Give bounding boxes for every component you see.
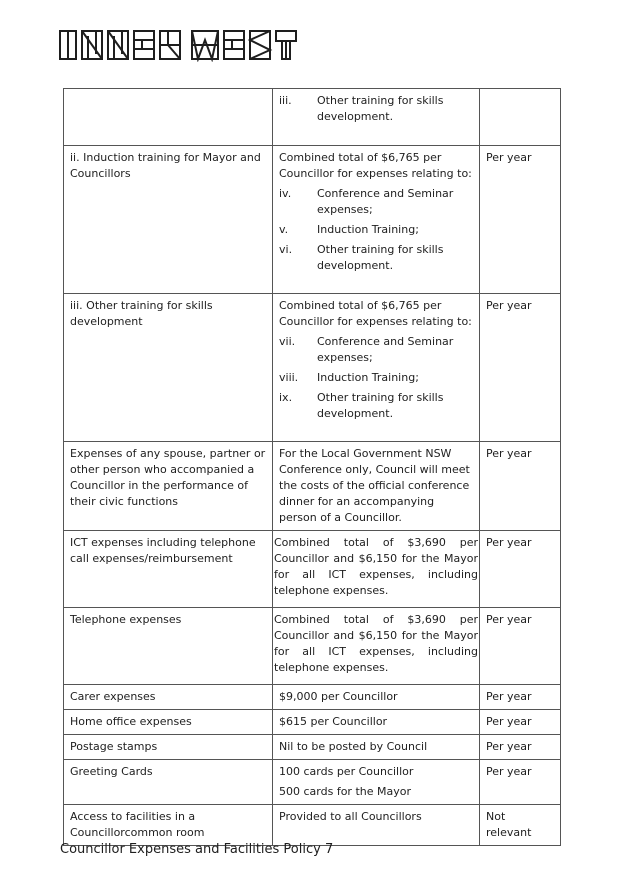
expenses-table [63,88,561,846]
list-item [279,93,473,125]
list-item-number: iv. [279,187,292,200]
expense-allowance [273,89,480,146]
allowance-text: Nil to be posted by Council [279,740,428,753]
list-item [279,242,473,274]
table-row [64,685,561,710]
list-item-number: vi. [279,243,293,256]
list-item [279,222,473,238]
allowance-extra-text: 500 cards for the Mayor [279,785,411,798]
expense-frequency: Per year [480,294,561,442]
expense-allowance [273,710,480,735]
allowance-text: For the Local Government NSW Conference only, Council will meet the costs of the official conference dinner for an accompanying person of a Councillor. [279,447,470,524]
expense-frequency: Per year [480,710,561,735]
expense-category: Access to facilities in a Councillorcommon room [64,805,273,846]
expense-category: Expenses of any spouse, partner or other person who accompanied a Councillor in the performance of their civic functions [64,442,273,531]
list-item-text: Conference and Seminar expenses; [317,187,454,216]
expense-frequency: Per year [480,685,561,710]
list-item [279,370,473,386]
list-item-text: Conference and Seminar expenses; [317,335,454,364]
expense-category: Greeting Cards [64,760,273,805]
table-row [64,735,561,760]
expense-frequency: Per year [480,735,561,760]
expense-allowance [273,442,480,531]
allowance-text: $9,000 per Councillor [279,690,398,703]
allowance-text: $615 per Councillor [279,715,388,728]
table-row [64,710,561,735]
expense-category: iii. Other training for skills development [64,294,273,442]
list-item-number: iii. [279,94,292,107]
expense-allowance [273,735,480,760]
table-row [64,146,561,294]
expense-frequency: Per year [480,608,561,685]
expense-category: Home office expenses [64,710,273,735]
expense-category: ICT expenses including telephone call expenses/reimbursement [64,531,273,608]
table-row [64,608,561,685]
expense-frequency: Per year [480,442,561,531]
list-item-number: ix. [279,391,293,404]
expense-category: Postage stamps [64,735,273,760]
expense-frequency: Per year [480,146,561,294]
allowance-text: Provided to all Councillors [279,810,422,823]
allowance-text: Combined total of $3,690 per Councillor and $6,150 for the Mayor for all ICT expenses, including telephone expenses. [274,613,478,674]
list-item-number: vii. [279,335,296,348]
expense-allowance [273,608,480,685]
list-item-number: v. [279,223,289,236]
expense-frequency: Per year [480,531,561,608]
expense-category: Telephone expenses [64,608,273,685]
expense-allowance [273,146,480,294]
list-item [279,390,473,422]
list-item-text: Other training for skills development. [317,391,444,420]
expense-allowance [273,805,480,846]
table-row [64,442,561,531]
allowance-text: Combined total of $6,765 per Councillor for expenses relating to: [279,299,472,328]
table-row [64,294,561,442]
expense-frequency [480,89,561,146]
expense-allowance [273,531,480,608]
inner-west-logo [58,28,298,62]
list-item-text: Other training for skills development. [317,243,444,272]
list-item-text: Other training for skills development. [317,94,444,123]
list-item-number: viii. [279,371,299,384]
allowance-text: Combined total of $6,765 per Councillor for expenses relating to: [279,151,472,180]
expense-frequency: Per year [480,760,561,805]
table-row [64,760,561,805]
expense-frequency: Not relevant [480,805,561,846]
list-item [279,334,473,366]
logo-text: INNER WEST [58,28,65,29]
expense-allowance [273,685,480,710]
allowance-text: 100 cards per Councillor [279,765,414,778]
table-row [64,531,561,608]
allowance-text: Combined total of $3,690 per Councillor and $6,150 for the Mayor for all ICT expenses, including telephone expenses. [274,536,478,597]
expense-allowance [273,294,480,442]
page-number: 7 [325,842,334,857]
footer-title: Councillor Expenses and Facilities Policy [60,842,321,857]
expense-category: Carer expenses [64,685,273,710]
expense-category: ii. Induction training for Mayor and Councillors [64,146,273,294]
list-item-text: Induction Training; [317,371,419,384]
table-row [64,89,561,146]
expense-allowance [273,760,480,805]
list-item-text: Induction Training; [317,223,419,236]
expense-category [64,89,273,146]
list-item [279,186,473,218]
table-row [64,805,561,846]
